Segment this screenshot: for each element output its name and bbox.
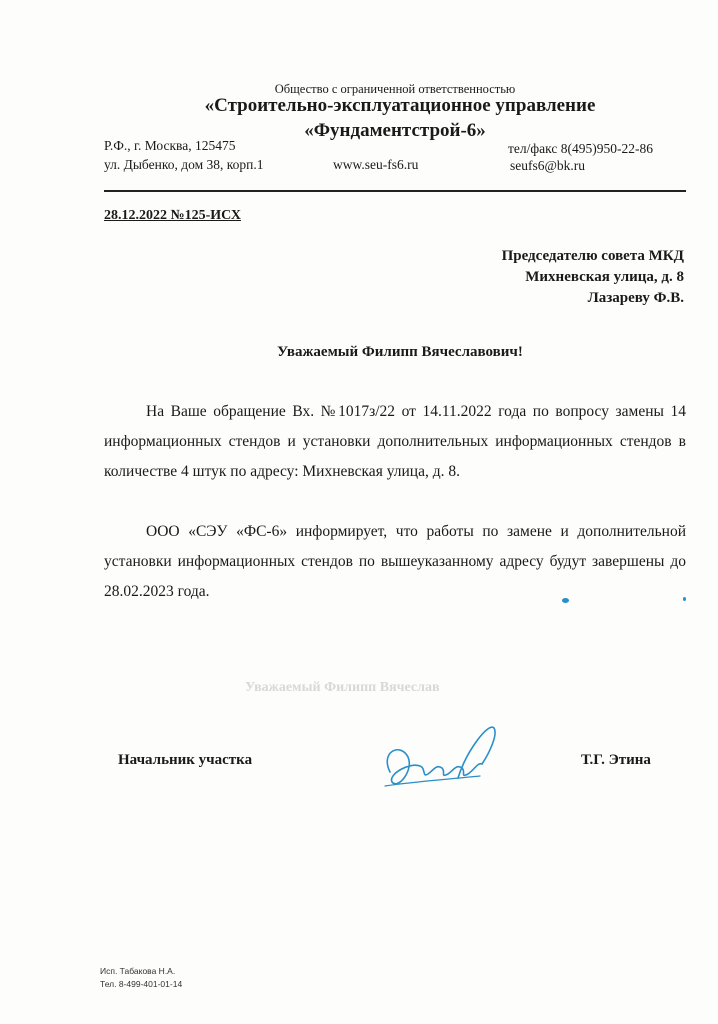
ink-speck: [683, 597, 686, 601]
signer-name: Т.Г. Этина: [581, 752, 651, 768]
addressee-line3: Лазареву Ф.В.: [587, 290, 684, 306]
org-name-line2: «Фундаментстрой-6»: [304, 120, 486, 141]
website: www.seu-fs6.ru: [333, 157, 419, 172]
ghost-show-through-text: Уважаемый Филипп Вячеслав: [245, 680, 440, 695]
org-type: Общество с ограниченной ответственностью: [274, 82, 516, 96]
email: seufs6@bk.ru: [510, 158, 586, 173]
org-name-line1: «Строительно-эксплуатационное управление: [204, 95, 596, 116]
reference-number: 28.12.2022 №125-ИСХ: [104, 208, 241, 223]
address-line1: Р.Ф., г. Москва, 125475: [104, 138, 236, 153]
address-line2: ул. Дыбенко, дом 38, корп.1: [104, 157, 264, 172]
salutation: Уважаемый Филипп Вячеславович!: [277, 344, 523, 360]
addressee-line1: Председателю совета МКД: [501, 248, 684, 264]
ink-speck: [562, 598, 569, 603]
footer-executor: Исп. Табакова Н.А.: [100, 966, 176, 976]
header-divider: [104, 190, 686, 192]
body-paragraph-2: ООО «СЭУ «ФС-6» информирует, что работы по замене и дополнительной установки информационных стендов по вышеуказанному адресу будут завершены до 28.02.2023 года.: [104, 523, 686, 600]
addressee-line2: Михневская улица, д. 8: [525, 269, 684, 285]
signer-position: Начальник участка: [118, 752, 253, 768]
phone-fax: тел/факс 8(495)950-22-86: [508, 141, 653, 156]
footer-phone: Тел. 8-499-401-01-14: [100, 979, 183, 989]
handwritten-signature: [370, 712, 510, 807]
body-paragraph-1: На Ваше обращение Вх. №1017з/22 от 14.11.2022 года по вопросу замены 14 информационных стендов и установки дополнительных информационных стендов в количестве 4 штук по адресу: Михневская улица, д. 8.: [104, 403, 686, 480]
